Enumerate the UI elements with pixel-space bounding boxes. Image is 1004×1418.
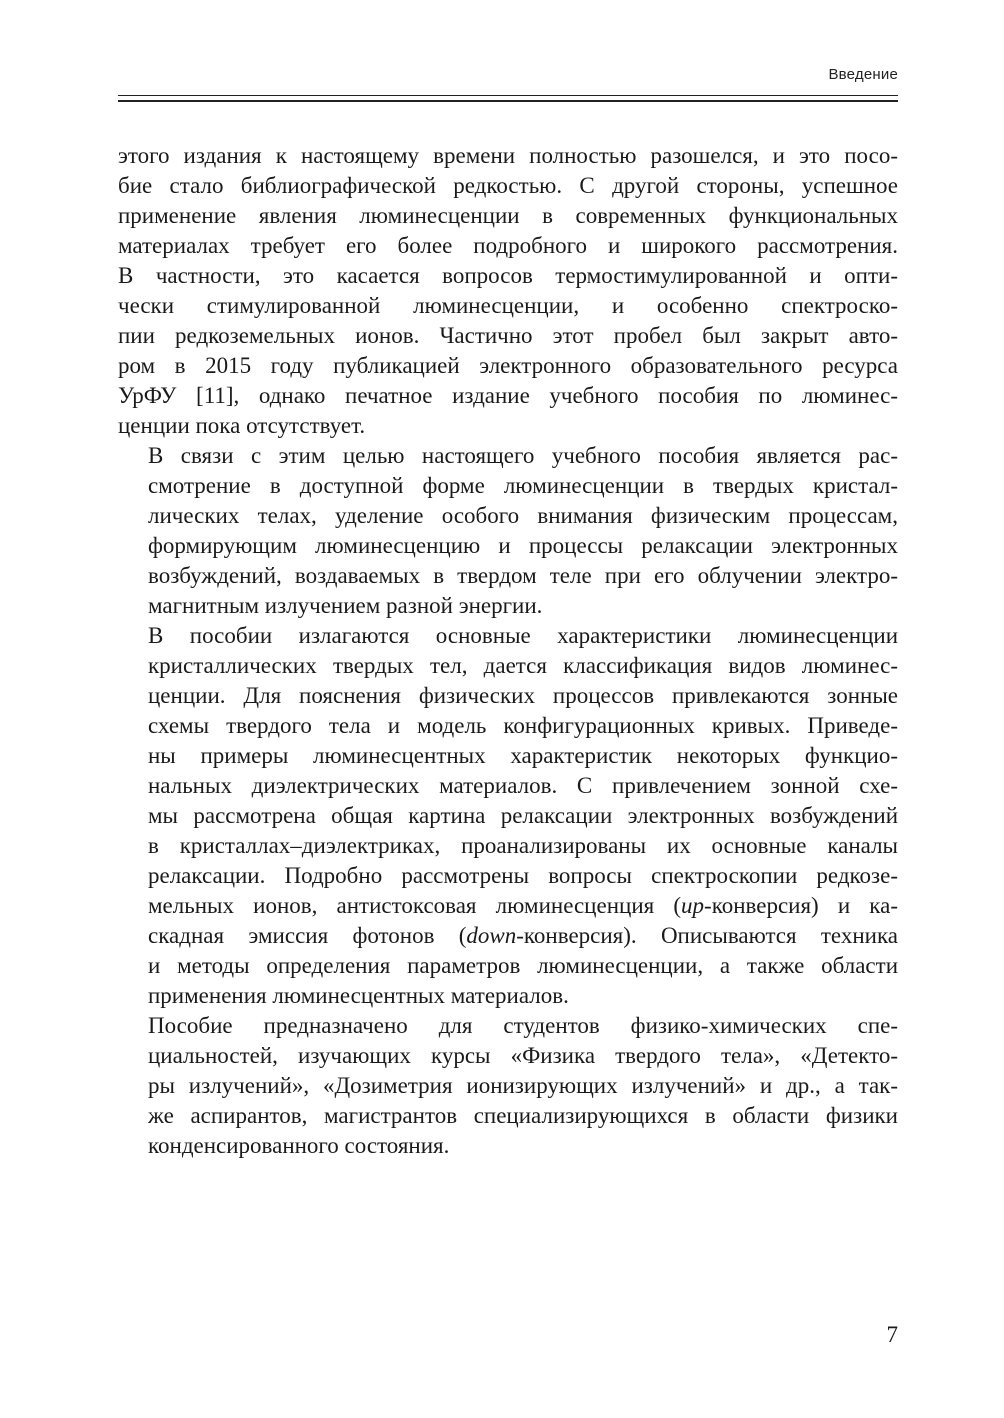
text-line: ценции пока отсутствует. (118, 413, 366, 438)
text-line: бие стало библиографической редкостью. С другой стороны, успешное (118, 173, 898, 198)
text-line: релаксации. Подробно рассмотрены вопросы спектроскопии редкозе- (148, 863, 898, 888)
text-line: мы рассмотрена общая картина релаксации электронных возбуждений (148, 803, 898, 828)
header-rule-thick (118, 100, 898, 102)
text-line: ны примеры люминесцентных характеристик некоторых функцио- (148, 743, 898, 768)
text-line: ры излучений», «Дозиметрия ионизирующих излучений» и др., а так- (148, 1073, 898, 1098)
text-line: ценции. Для пояснения физических процессов привлекаются зонные (148, 683, 898, 708)
text-line: же аспирантов, магистрантов специализирующихся в области физики (148, 1103, 898, 1128)
text-line: циальностей, изучающих курсы «Физика твердого тела», «Детекто- (148, 1043, 898, 1068)
text-line: в кристаллах–диэлектриках, проанализированы их основные каналы (148, 833, 898, 858)
italic-term: up (681, 893, 705, 918)
text-line: скадная эмиссия фотонов (down-конверсия). Описываются техника (148, 923, 898, 948)
body-text (118, 141, 898, 1161)
text-line: мельных ионов, антистоксовая люминесценция (up-конверсия) и ка- (148, 893, 898, 918)
text-line: В связи с этим целью настоящего учебного пособия является рас- (148, 443, 898, 468)
page-number: 7 (886, 1322, 898, 1347)
text-line: этого издания к настоящему времени полностью разошелся, и это посо- (118, 143, 898, 168)
paragraph (118, 1011, 898, 1161)
text-line: применение явления люминесценции в современных функциональных (118, 203, 898, 228)
text-line: применения люминесцентных материалов. (148, 983, 569, 1008)
text-line: УрФУ [11], однако печатное издание учебного пособия по люминес- (118, 383, 898, 408)
text-line: материалах требует его более подробного и широкого рассмотрения. (118, 233, 898, 258)
text-line: Пособие предназначено для студентов физико-химических спе- (148, 1013, 898, 1038)
text-line: ром в 2015 году публикацией электронного образовательного ресурса (118, 353, 898, 378)
paragraph (118, 621, 898, 1011)
text-line: В пособии излагаются основные характеристики люминесценции (148, 623, 898, 648)
text-line: нальных диэлектрических материалов. С привлечением зонной схе- (148, 773, 898, 798)
text-line: магнитным излучением разной энергии. (148, 593, 543, 618)
text-line: схемы твердого тела и модель конфигурационных кривых. Приведе- (148, 713, 898, 738)
text-line: чески стимулированной люминесценции, и особенно спектроско- (118, 293, 898, 318)
text-line: пии редкоземельных ионов. Частично этот пробел был закрыт авто- (118, 323, 898, 348)
text-line: возбуждений, воздаваемых в твердом теле при его облучении электро- (148, 563, 898, 588)
paragraph (118, 141, 898, 441)
text-line: кристаллических твердых тел, дается классификация видов люминес- (148, 653, 898, 678)
italic-term: down (466, 923, 517, 948)
text-line: конденсированного состояния. (148, 1133, 450, 1158)
text-line: лических телах, уделение особого внимания физическим процессам, (148, 503, 898, 528)
paragraph (118, 441, 898, 621)
text-line: смотрение в доступной форме люминесценции в твердых кристал- (148, 473, 898, 498)
text-line: В частности, это касается вопросов термостимулированной и опти- (118, 263, 898, 288)
text-line: формирующим люминесценцию и процессы релаксации электронных (148, 533, 898, 558)
text-line: и методы определения параметров люминесценции, а также области (148, 953, 898, 978)
running-head-title: Введение (828, 66, 898, 83)
header-rule-thin (118, 95, 898, 96)
